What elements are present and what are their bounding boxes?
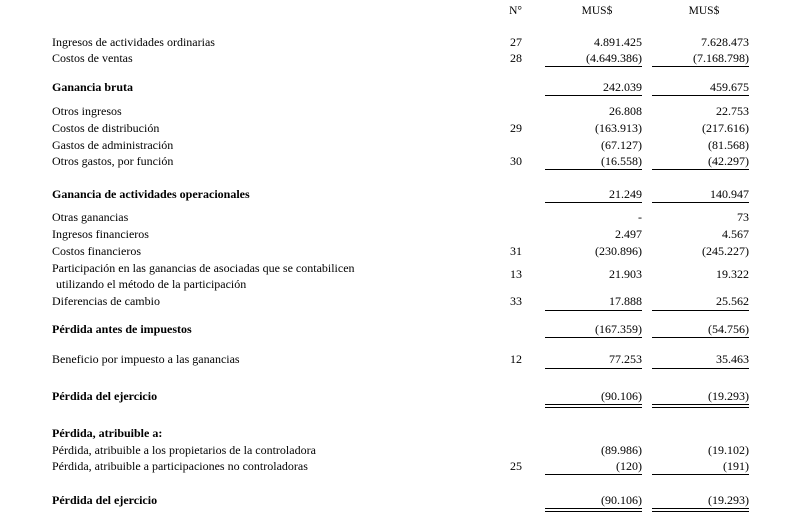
row-label: Otros ingresos [52, 104, 122, 118]
row-value-col2: 35.463 [716, 352, 749, 366]
row-note: 28 [510, 51, 522, 65]
row-label: Pérdida, atribuible a participaciones no controladoras [52, 459, 308, 473]
double-rule-top [652, 404, 749, 405]
row-value-col1: (89.986) [601, 443, 642, 457]
subtotal-rule [652, 169, 749, 170]
row-note: 29 [510, 121, 522, 135]
row-label: Ingresos financieros [52, 227, 149, 241]
section-heading: Pérdida, atribuible a: [52, 426, 163, 440]
subtotal-rule [545, 310, 642, 311]
subtotal-rule [652, 202, 749, 203]
subtotal-rule [545, 474, 642, 475]
row-value-col2: (19.102) [708, 443, 749, 457]
row-value-col2: 25.562 [716, 294, 749, 308]
double-rule-top [545, 404, 642, 405]
row-label: Pérdida, atribuible a los propietarios de la controladora [52, 443, 316, 457]
row-label: Otras ganancias [52, 210, 129, 224]
row-value-col1: 21.249 [609, 187, 642, 201]
subtotal-rule [545, 66, 642, 67]
row-value-col2: (245.227) [702, 244, 749, 258]
row-value-col2: 19.322 [716, 267, 749, 281]
row-value-col2: 22.753 [716, 104, 749, 118]
row-note: 31 [510, 244, 522, 258]
row-value-col1: 26.808 [609, 104, 642, 118]
subtotal-rule [652, 95, 749, 96]
row-value-col1: (90.106) [601, 389, 642, 403]
row-note: 13 [510, 267, 522, 281]
subtotal-rule [545, 95, 642, 96]
row-label: Costos de distribución [52, 121, 160, 135]
row-value-col1: 4.891.425 [594, 35, 642, 49]
subtotal-rule [545, 169, 642, 170]
double-rule-bottom [545, 511, 642, 512]
row-value-col1: (16.558) [601, 154, 642, 168]
subtotal-rule [652, 337, 749, 338]
row-value-col2: 73 [737, 210, 749, 224]
row-value-col2: (19.293) [708, 389, 749, 403]
row-value-col2: 140.947 [710, 187, 749, 201]
header-col1: MUS$ [581, 5, 613, 17]
row-value-col2: (42.297) [708, 154, 749, 168]
row-label: Diferencias de cambio [52, 294, 160, 308]
row-note: 27 [510, 35, 522, 49]
double-rule-top [652, 508, 749, 509]
row-value-col1: 17.888 [609, 294, 642, 308]
header-col2: MUS$ [688, 5, 720, 17]
subtotal-rule [652, 310, 749, 311]
row-label: Costos de ventas [52, 51, 133, 65]
row-value-col1: (163.913) [595, 121, 642, 135]
row-value-col2: (81.568) [708, 138, 749, 152]
row-label: Gastos de administración [52, 138, 174, 152]
row-value-col1: (167.359) [595, 322, 642, 336]
row-label: Pérdida del ejercicio [52, 389, 158, 403]
row-value-col2: 459.675 [710, 80, 749, 94]
row-note: 33 [510, 294, 522, 308]
double-rule-top [545, 508, 642, 509]
row-label: Costos financieros [52, 244, 141, 258]
row-label: Ganancia de actividades operacionales [52, 187, 250, 201]
row-value-col2: (191) [723, 459, 749, 473]
row-value-col2: (7.168.798) [693, 51, 749, 65]
row-label: Pérdida del ejercicio [52, 493, 158, 507]
row-value-col1: 21.903 [609, 267, 642, 281]
double-rule-bottom [652, 511, 749, 512]
subtotal-rule [652, 66, 749, 67]
row-value-col1: (67.127) [601, 138, 642, 152]
row-value-col1: 77.253 [609, 352, 642, 366]
row-value-col1: (90.106) [601, 493, 642, 507]
row-note: 25 [510, 459, 522, 473]
row-label-continued: utilizando el método de la participación [56, 277, 247, 291]
row-label: Beneficio por impuesto a las ganancias [52, 352, 240, 366]
row-value-col2: (217.616) [702, 121, 749, 135]
subtotal-rule [545, 368, 642, 369]
row-label: Pérdida antes de impuestos [52, 322, 192, 336]
row-note: 30 [510, 154, 522, 168]
row-value-col1: (120) [616, 459, 642, 473]
row-value-col1: - [638, 210, 642, 224]
row-label: Participación en las ganancias de asociadas que se contabilicen [52, 261, 355, 275]
subtotal-rule [652, 368, 749, 369]
row-value-col1: 242.039 [603, 80, 642, 94]
double-rule-bottom [545, 407, 642, 408]
double-rule-bottom [652, 407, 749, 408]
row-value-col2: (54.756) [708, 322, 749, 336]
row-label: Ganancia bruta [52, 80, 134, 94]
row-value-col1: 2.497 [615, 227, 642, 241]
header-note: N° [509, 5, 522, 17]
subtotal-rule [652, 474, 749, 475]
row-value-col2: 7.628.473 [701, 35, 749, 49]
row-value-col1: (4.649.386) [586, 51, 642, 65]
subtotal-rule [545, 337, 642, 338]
row-label: Ingresos de actividades ordinarias [52, 35, 215, 49]
row-note: 12 [510, 352, 522, 366]
row-label: Otros gastos, por función [52, 154, 174, 168]
row-value-col2: 4.567 [722, 227, 749, 241]
subtotal-rule [545, 202, 642, 203]
row-value-col1: (230.896) [595, 244, 642, 258]
row-value-col2: (19.293) [708, 493, 749, 507]
